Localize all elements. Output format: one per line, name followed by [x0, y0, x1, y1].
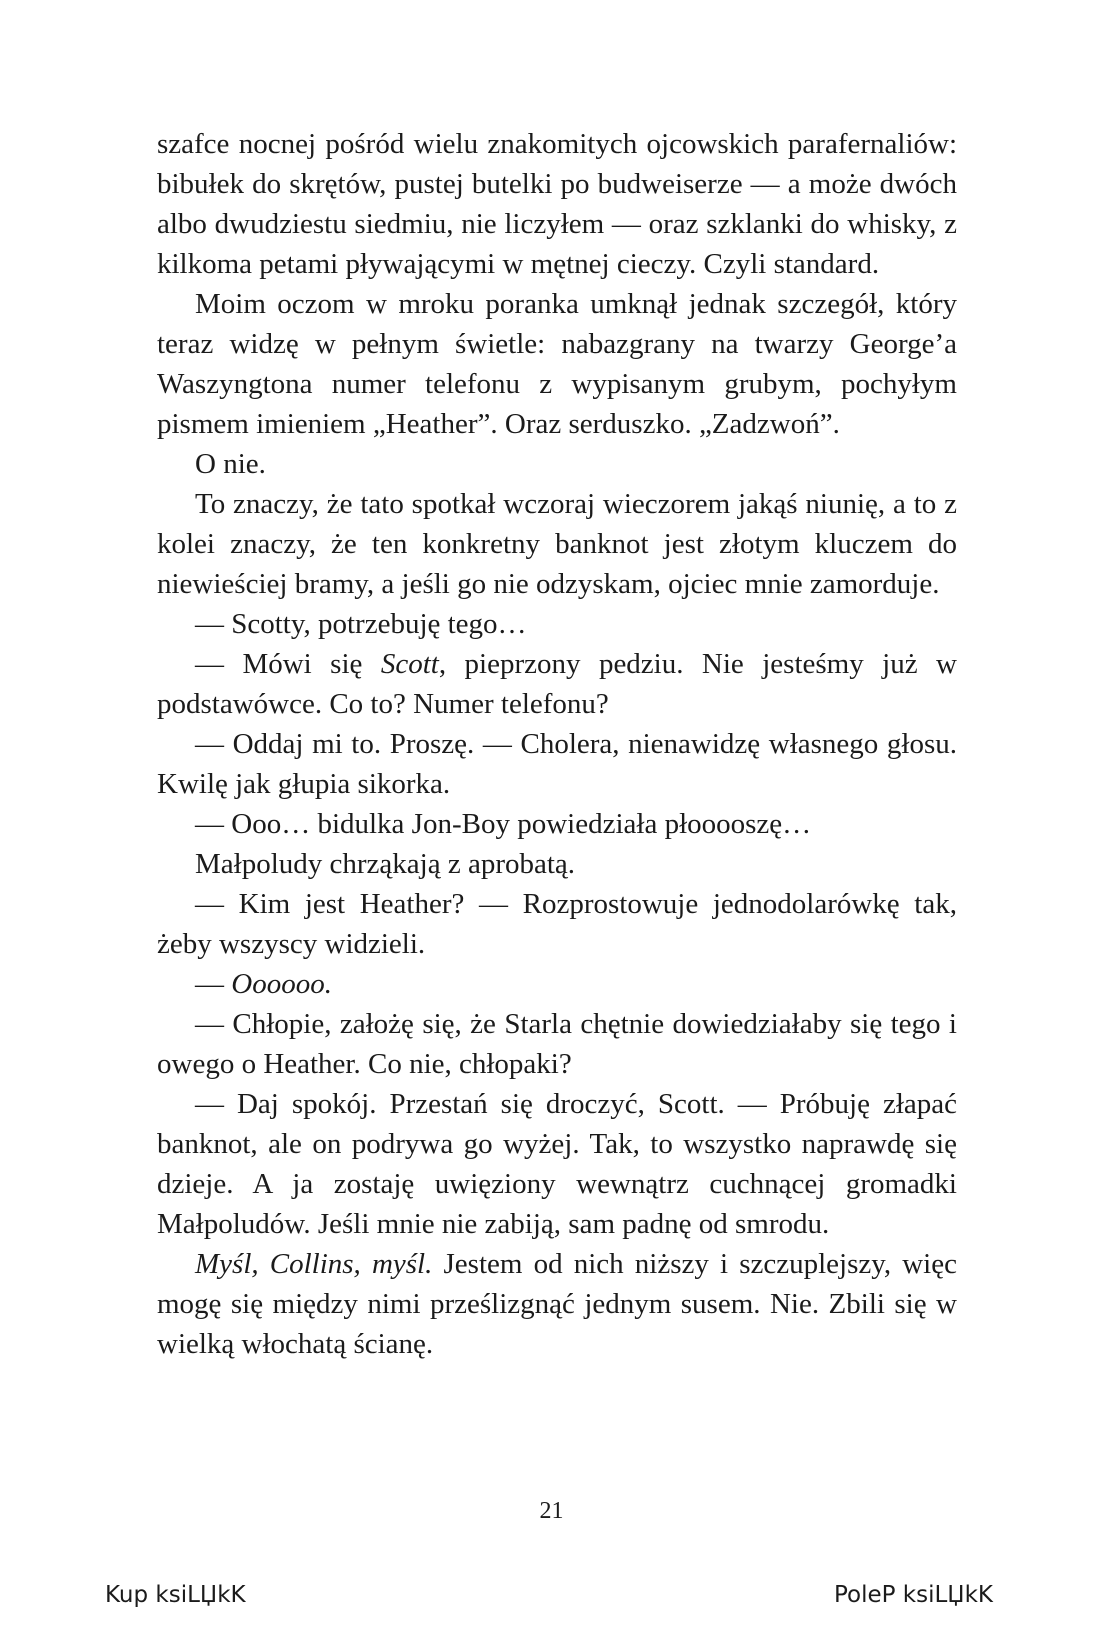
paragraph: — Chłopie, założę się, że Starla chętnie dowiedziałaby się tego i owego o Heather. Co nie, chłopaki?: [157, 1008, 957, 1080]
paragraph: [157, 1244, 957, 1364]
paragraph: [157, 644, 957, 724]
paragraph: — Ooo… bidulka Jon-Boy powiedziała płooooszę…: [195, 808, 812, 840]
paragraph: — Oddaj mi to. Proszę. — Cholera, nienawidzę własnego głosu. Kwilę jak głupia sikorka.: [157, 728, 957, 800]
dialogue-text: —: [195, 968, 232, 1000]
italic-text: Scott: [380, 648, 439, 680]
page-number: 21: [539, 1498, 564, 1524]
paragraph: — Kim jest Heather? — Rozprostowuje jednodolarówkę tak, żeby wszyscy widzieli.: [157, 888, 957, 960]
recommend-book-link[interactable]: PoleP ksiLЏkK: [833, 1582, 993, 1608]
paragraph: — Daj spokój. Przestań się droczyć, Scott. — Próbuję złapać banknot, ale on podrywa go wyżej. Tak, to wszystko naprawdę się dzieje. A ja zostaję uwięziony wewnątrz cuchnącej gromadki Małpoludów. Jeśli mnie nie zabiją, sam padnę od smrodu.: [157, 1088, 957, 1240]
dialogue-text: , pieprzony pedziu. Nie jesteśmy już w podstawówce. Co to? Numer telefonu?: [157, 648, 957, 720]
italic-text: Myśl, Collins, myśl.: [195, 1248, 433, 1280]
paragraph: — Scotty, potrzebuję tego…: [195, 608, 527, 640]
paragraph: [157, 964, 957, 1004]
dialogue-text: — Mówi się: [195, 648, 381, 680]
italic-text: Oooooo.: [231, 968, 332, 1000]
paragraph: Małpoludy chrząkają z aprobatą.: [195, 848, 576, 880]
paragraph: To znaczy, że tato spotkał wczoraj wieczorem jakąś niunię, a to z kolei znaczy, że ten konkretny banknot jest złotym kluczem do niewieściej bramy, a jeśli go nie odzyskam, ojciec mnie zamorduje.: [157, 488, 957, 600]
body-text: [157, 124, 957, 1364]
paragraph: Moim oczom w mroku poranka umknął jednak szczegół, który teraz widzę w pełnym świetle: nabazgrany na twarzy George’a Waszyngtona numer telefonu z wypisanym grubym, pochyłym pismem imieniem „Heather”. Oraz serduszko. „Zadzwoń”.: [157, 288, 957, 440]
body-text-run: Jestem od nich niższy i szczuplejszy, więc mogę się między nimi prześlizgnąć jednym susem. Nie. Zbili się w wielką włochatą ścianę.: [157, 1248, 957, 1360]
buy-book-link[interactable]: Kup ksiLЏkK: [105, 1582, 246, 1608]
paragraph: szafce nocnej pośród wielu znakomitych ojcowskich parafernaliów: bibułek do skrętów, pustej butelki po budweiserze — a może dwóch albo dwudziestu siedmiu, nie liczyłem — oraz szklanki do whisky, z kilkoma petami pływającymi w mętnej cieczy. Czyli standard.: [157, 128, 957, 280]
paragraph: O nie.: [195, 448, 266, 480]
